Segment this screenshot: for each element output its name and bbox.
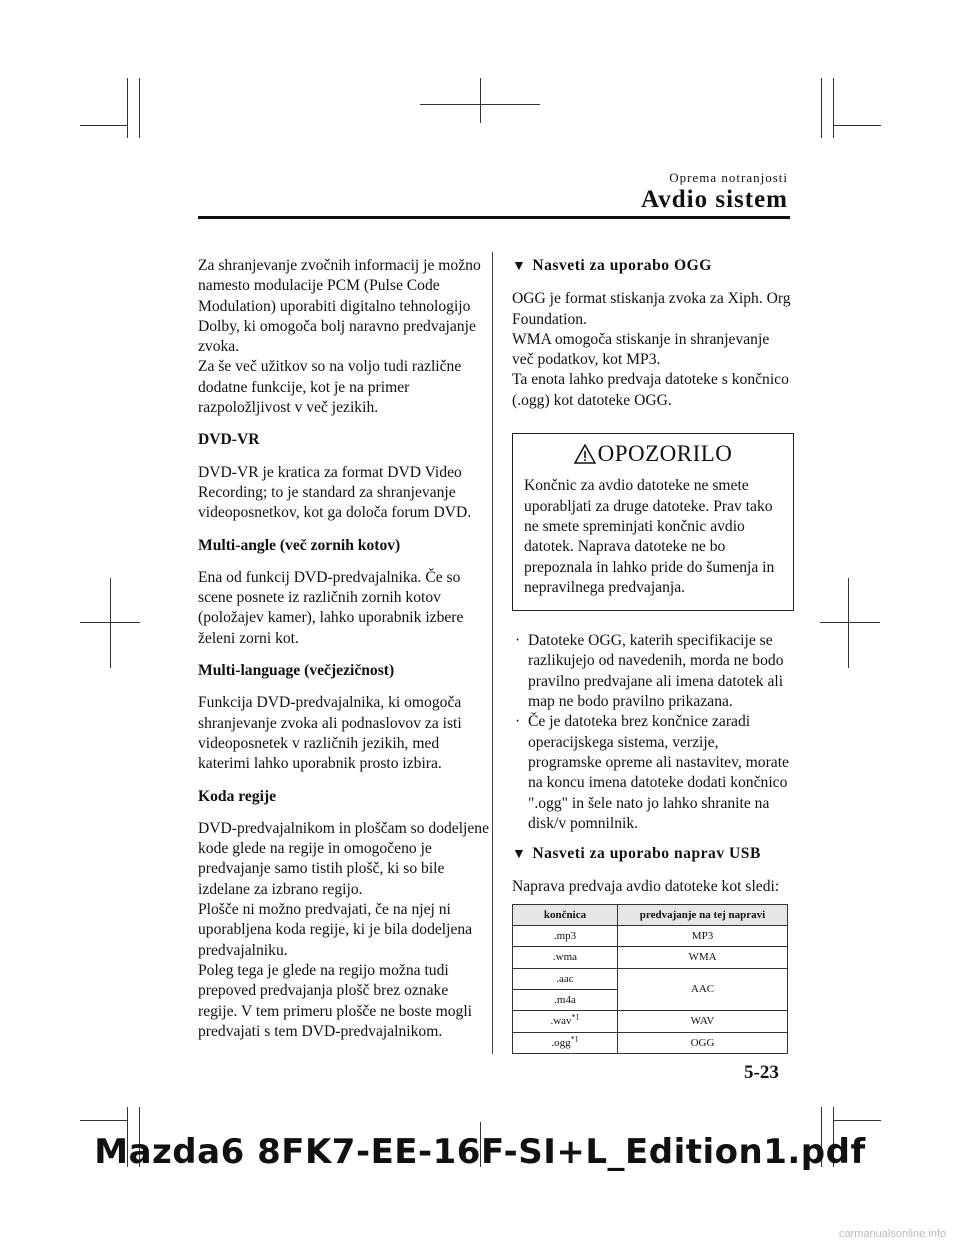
section-label: Oprema notranjosti	[669, 170, 788, 185]
table-cell: .wma	[513, 947, 618, 968]
table-row	[513, 947, 788, 968]
multiangle-title: Multi-angle (več zornih kotov)	[198, 536, 401, 554]
region-title: Koda regije	[198, 787, 277, 805]
ogg-text-3: Ta enota lahko predvaja datoteke s končnico (.ogg) kot datoteke OGG.	[512, 371, 789, 409]
usb-text: Naprava predvaja avdio datoteke kot sledi:	[512, 878, 780, 896]
region-text-1: DVD-predvajalnikom in ploščam so dodeljene kode glede na regije in omogočeno je predvajanje samo tistih plošč, ki so bile izdelane za izbrano regijo.	[198, 819, 490, 898]
usb-heading: ▼ Nasveti za uporabo naprav USB	[512, 844, 794, 865]
region-text-2: Plošče ni možno predvajati, če na njej ni uporabljena koda regije, ki je bila dodeljena predvajalniku.	[198, 901, 473, 959]
warning-text: Končnic za avdio datoteke ne smete uporabljati za druge datoteke. Prav tako ne smete spreminjati končnic avdio datotek. Naprava datoteke ne bo prepoznala in lahko pride do šumenja in nepravilnega predvajanja.	[524, 477, 775, 596]
header-rule	[198, 216, 790, 219]
table-header: končnica	[513, 904, 618, 925]
column-divider	[492, 252, 493, 1054]
format-table	[512, 904, 788, 1054]
table-cell: .aac	[513, 968, 618, 989]
multilang-text: Funkcija DVD-predvajalnika, ki omogoča shranjevanje zvoka ali podnaslovov za isti videoposnetek v različnih jezikih, med katerimi lahko uporabnik prosto izbira.	[198, 694, 462, 773]
ogg-heading: ▼ Nasveti za uporabo OGG	[512, 256, 794, 277]
region-text-3: Poleg tega je glede na regijo možna tudi prepoved predvajanja plošč brez oznake regije. V tem primeru plošče ne boste mogli predvajati s tem DVD-predvajalnikom.	[198, 961, 472, 1040]
table-cell: WAV	[618, 1011, 788, 1032]
warning-icon	[574, 444, 596, 464]
intro-paragraph: Za shranjevanje zvočnih informacij je možno namesto modulacije PCM (Pulse Code Modulation) uporabiti digitalno tehnologijo Dolby, ki omogoča bolj naravno predvajanje zvoka.	[198, 257, 481, 356]
table-cell: .wav$^{*1}$	[513, 1011, 618, 1032]
warning-title: OPOZORILO	[521, 444, 785, 464]
table-row	[513, 1032, 788, 1053]
table-header: predvajanje na tej napravi	[618, 904, 788, 925]
table-cell: .ogg$^{*1}$	[513, 1032, 618, 1053]
page-number: 5-23	[744, 1062, 779, 1083]
table-cell: .mp3	[513, 926, 618, 947]
table-cell: WMA	[618, 947, 788, 968]
multiangle-text: Ena od funkcij DVD-predvajalnika. Če so scene posnete iz različnih zornih kotov (položajev kamer), lahko uporabnik izbere želeni zorni kot.	[198, 568, 464, 647]
table-row	[513, 1011, 788, 1032]
table-row	[513, 968, 788, 989]
table-cell: AAC	[618, 968, 788, 1011]
triangle-down-icon: ▼	[512, 847, 527, 863]
right-column	[512, 256, 794, 1054]
list-item: · Datoteke OGG, katerih specifikacije se razlikujejo od navedenih, morda ne bodo pravilno predvajane ali imena datotek ali map ne bodo pravilno prikazana.	[515, 632, 784, 711]
warning-box	[512, 433, 794, 611]
list-item: · Če je datoteka brez končnice zaradi operacijskega sistema, verzije, programske opreme ali nastavitev, morate na koncu imena datoteke dodati končnico ".ogg" in šele nato jo lahko shranite na disk/v pomnilnik.	[515, 713, 789, 832]
table-row	[513, 926, 788, 947]
intro-paragraph-2: Za še več užitkov so na voljo tudi različne dodatne funkcije, kot je na primer razpoložljivost v več jezikih.	[198, 358, 462, 417]
dvdvr-title: DVD-VR	[198, 431, 260, 449]
multilang-title: Multi-language (večjezičnost)	[198, 662, 395, 680]
watermark: carmanualsonline.info	[838, 1228, 946, 1240]
footer-filename: Mazda6 8FK7-EE-16F-SI+L_Edition1.pdf	[94, 1132, 866, 1172]
table-cell: OGG	[618, 1032, 788, 1053]
ogg-text-2: WMA omogoča stiskanje in shranjevanje več podatkov, kot MP3.	[512, 330, 770, 369]
table-header-row	[513, 904, 788, 925]
page-title: Avdio sistem	[641, 186, 788, 213]
ogg-notes	[512, 631, 794, 834]
ogg-text-1: OGG je format stiskanja zvoka za Xiph. Org Foundation.	[512, 290, 791, 328]
left-column	[198, 256, 490, 1054]
table-cell: .m4a	[513, 989, 618, 1010]
table-cell: MP3	[618, 926, 788, 947]
triangle-down-icon: ▼	[512, 259, 527, 274]
dvdvr-text: DVD-VR je kratica za format DVD Video Recording; to je standard za shranjevanje videoposnetkov, kot ga določa forum DVD.	[198, 463, 472, 522]
